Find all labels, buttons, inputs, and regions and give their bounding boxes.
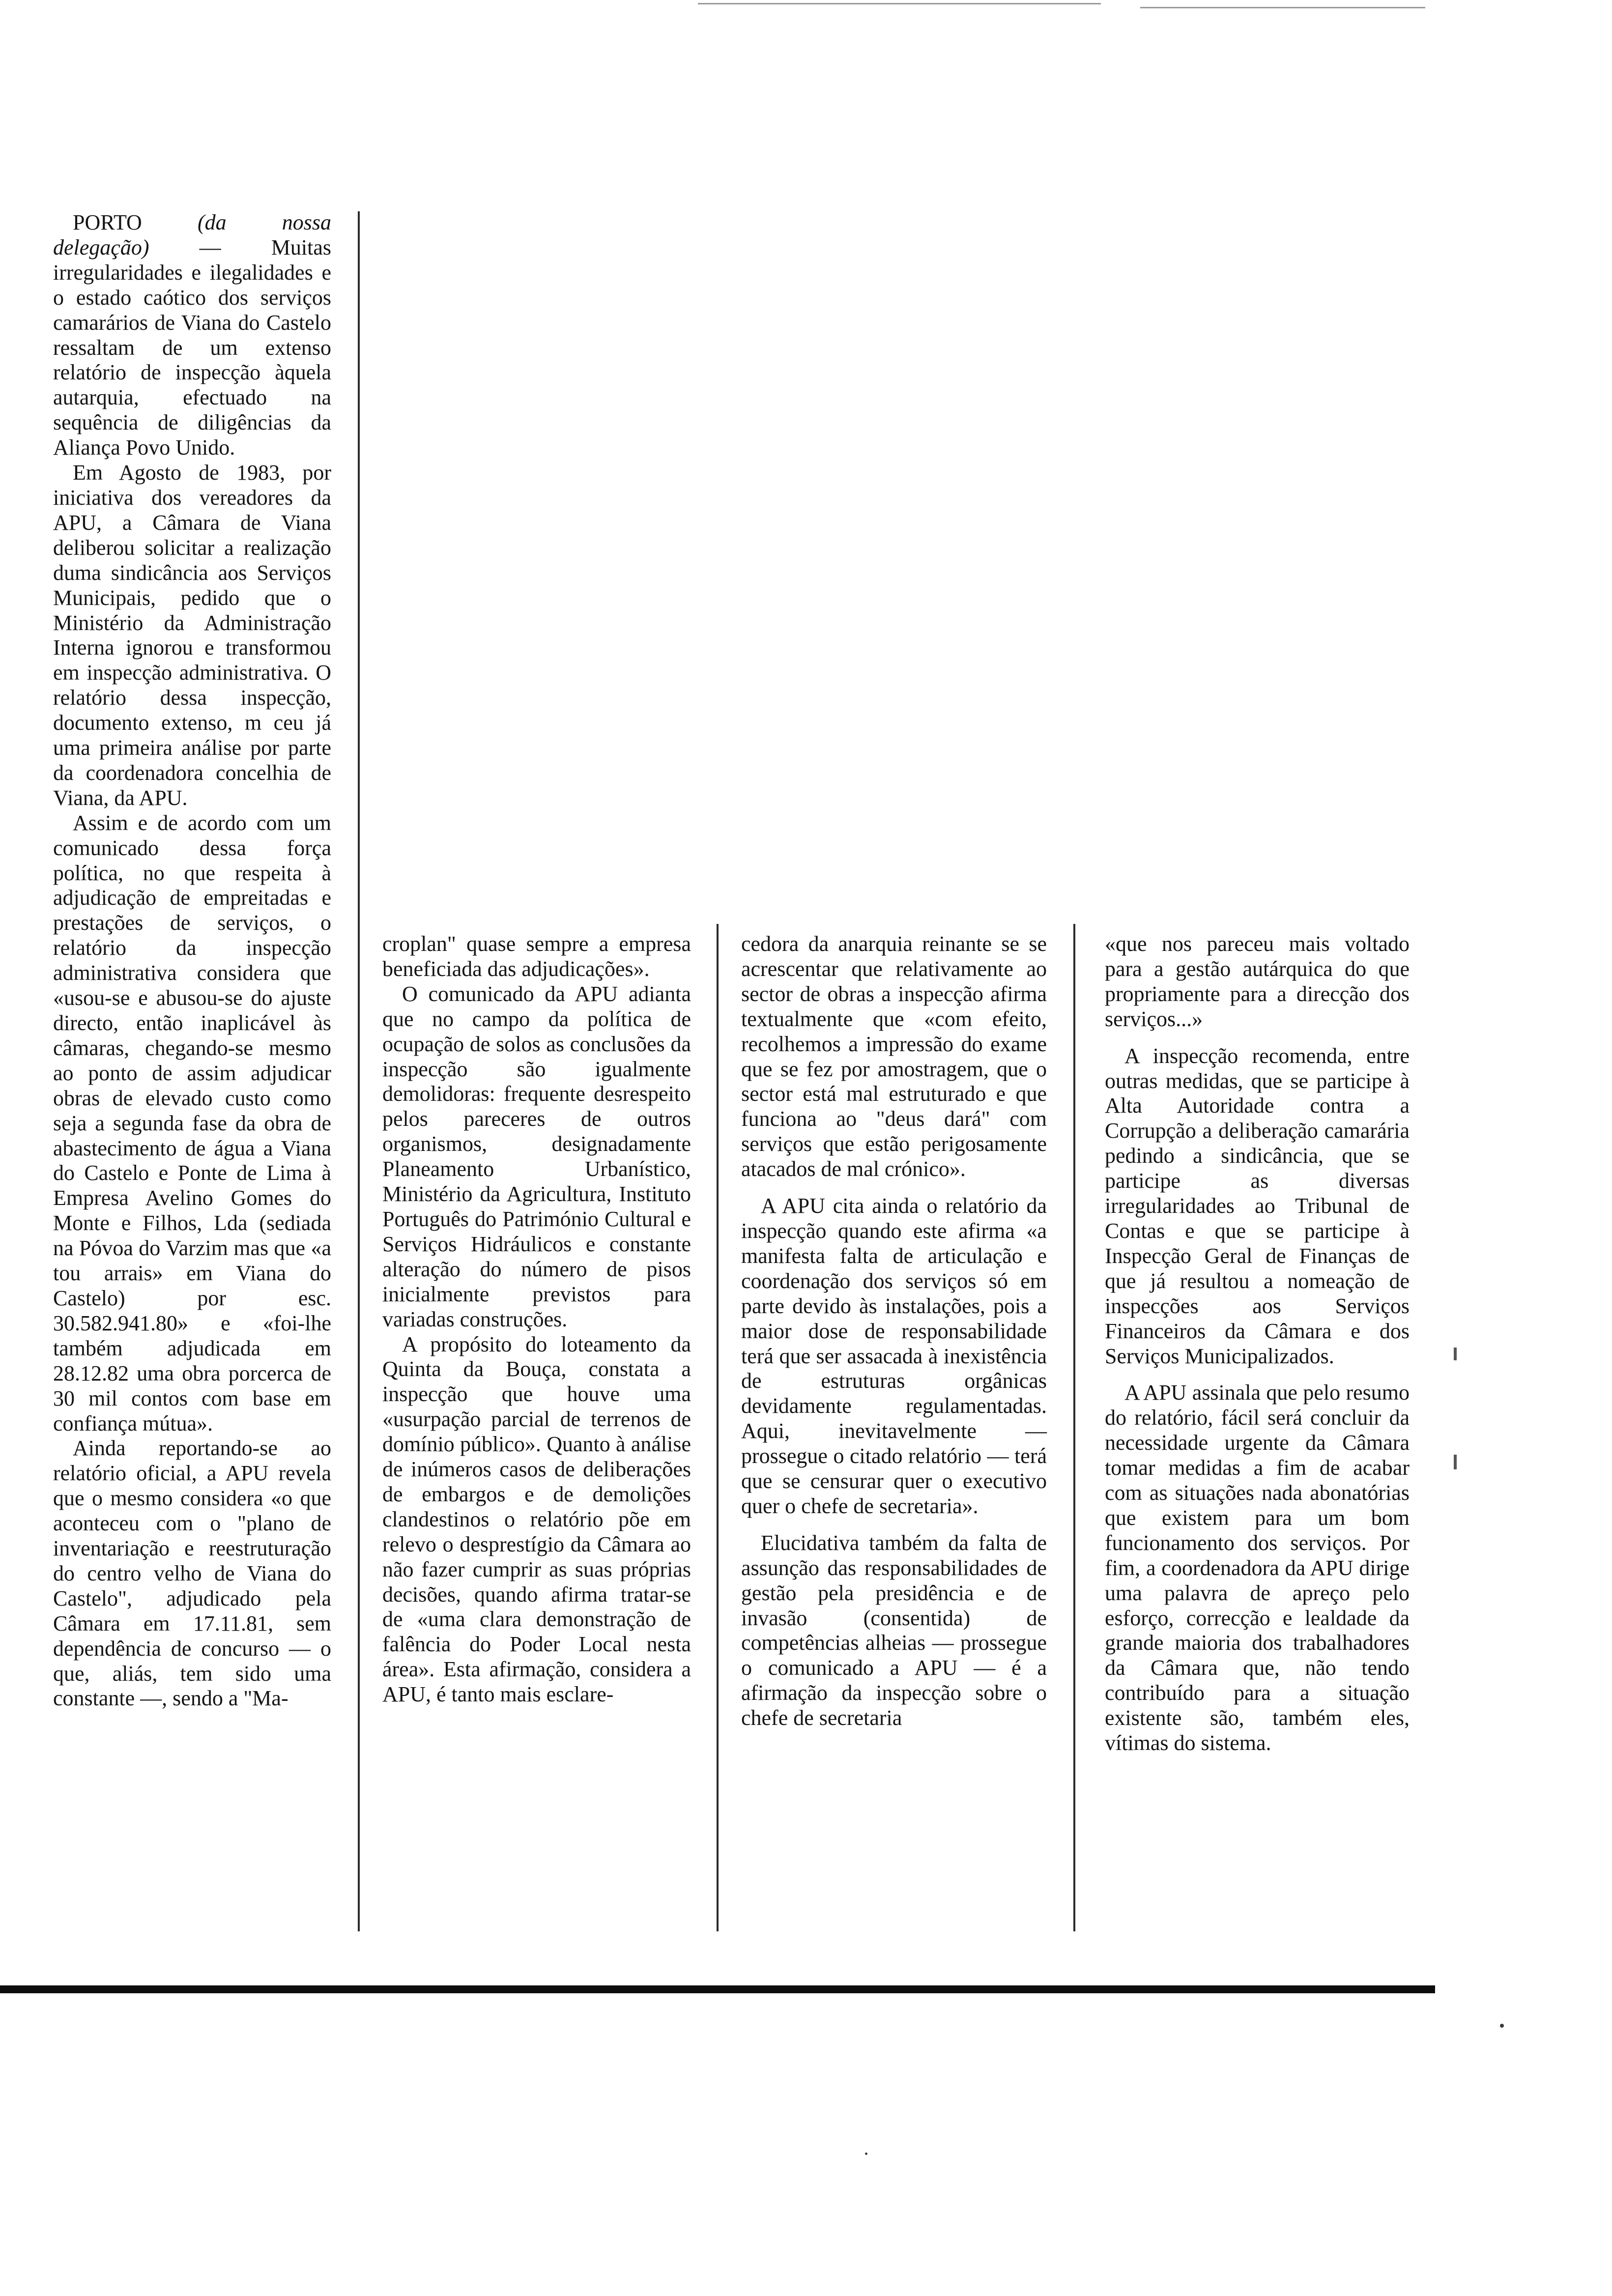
column-rule [1073, 924, 1075, 1931]
dateline-credit: (da nossa delegação) [53, 210, 331, 259]
margin-mark [1454, 1455, 1457, 1469]
article-paragraph: A propósito do loteamento da Quinta da Bouça, constata a inspecção que houve uma «usurpação parcial de terrenos de domínio público». Quanto à análise de inúmeros casos de deliberações de embargos e de demolições clandestinos o relatório põe em relevo o desprestígio da Câmara ao não fazer cumprir as suas próprias decisões, quando afirma tratar-se de «uma clara demonstração de falência do Poder Local nesta área». Esta afirmação, considera a APU, é tanto mais esclare- [382, 1332, 691, 1707]
article-paragraph: A APU cita ainda o relatório da inspecção quando este afirma «a manifesta falta de articulação e coordenação dos serviços só em parte devido às instalações, pois a maior dose de responsabilidade terá que ser assacada à inexistência de estruturas orgânicas devidamente regulamentadas. Aqui, inevitavelmente — prossegue o citado relatório — terá que se censurar quer o executivo quer o chefe de secretaria». [741, 1194, 1047, 1518]
article-paragraph: Assim e de acordo com um comunicado dessa força política, no que respeita à adjudicação de empreitadas e prestações de serviços, o relatório da inspecção administrativa considera que «usou-se e abusou-se do ajuste directo, então inaplicável às câmaras, chegando-se mesmo ao ponto de assim adjudicar obras de elevado custo como seja a segunda fase da obra de abastecimento de água a Viana do Castelo e Ponte de Lima à Empresa Avelino Gomes do Monte e Filhos, Lda (sediada na Póvoa do Varzim mas que «a tou arrais» em Viana do Castelo) por esc. 30.582.941.80» e «foi-lhe também adjudicada em 28.12.82 uma obra porcerca de 30 mil contos com base em confiança mútua». [53, 810, 331, 1435]
article-paragraph: cedora da anarquia reinante se se acrescentar que relativamente ao sector de obras a inspecção afirma textualmente que «com efeito, recolhemos a impressão do exame que se fez por amostragem, que o sector está mal estruturado e que funciona ao "deus dará" com serviços que estão perigosamente atacados de mal crónico». [741, 932, 1047, 1181]
article-paragraph: Elucidativa também da falta de assunção das responsabilidades de gestão pela presidência e de invasão (consentida) de competências alheias — prossegue o comunicado a APU — é a afirmação da inspecção sobre o chefe de secretaria [741, 1530, 1047, 1730]
article-column-3 [741, 932, 1047, 1731]
article-column-2 [382, 932, 691, 1707]
article-paragraph: Em Agosto de 1983, por iniciativa dos vereadores da APU, a Câmara de Viana deliberou solicitar a realização duma sindicância aos Serviços Municipais, pedido que o Ministério da Administração Interna ignorou e transformou em inspecção administrativa. O relatório dessa inspecção, documento extenso, m ceu já uma primeira análise por parte da coordenadora concelhia de Viana, da APU. [53, 460, 331, 810]
margin-mark [1454, 1348, 1457, 1360]
article-paragraph [53, 210, 331, 460]
article-paragraph: Ainda reportando-se ao relatório oficial, a APU revela que o mesmo considera «o que aconteceu com o "plano de inventariação e reestruturação do centro velho de Viana do Castelo", adjudicado pela Câmara em 17.11.81, sem dependência de concurso — o que, aliás, tem sido uma constante —, sendo a "Ma- [53, 1436, 331, 1711]
article-paragraph: A APU assinala que pelo resumo do relatório, fácil será concluir da necessidade urgente da Câmara tomar medidas a fim de acabar com as situações nada abonatórias que existem para um bom funcionamento dos serviços. Por fim, a coordenadora da APU dirige uma palavra de apreço pelo esforço, correcção e lealdade da grande maioria dos trabalhadores da Câmara que, não tendo contribuído para a situação existente são, também eles, vítimas do sistema. [1105, 1380, 1410, 1755]
article-column-1 [53, 210, 331, 1711]
article-paragraph: O comunicado da APU adianta que no campo da política de ocupação de solos as conclusões da inspecção são igualmente demolidoras: frequente desrespeito pelos pareceres de outros organismos, designadamente Planeamento Urbanístico, Ministério da Agricultura, Instituto Português do Património Cultural e Serviços Hidráulicos e constante alteração do número de pisos inicialmente previstos para variadas construções. [382, 981, 691, 1331]
article-paragraph: croplan" quase sempre a empresa beneficiada das adjudicações». [382, 932, 691, 981]
margin-speck [1500, 2024, 1504, 2028]
paragraph-text: — Muitas irregularidades e ilegalidades e o estado caótico dos serviços camarários de Viana do Castelo ressaltam de um extenso relatório de inspecção àquela autarquia, efectuado na sequência de diligências da Aliança Povo Unido. [53, 235, 331, 460]
bottom-rule [0, 1985, 1435, 1993]
dateline: PORTO [73, 210, 142, 234]
margin-speck [865, 2152, 867, 2155]
top-scan-line [698, 3, 1101, 4]
column-rule [717, 924, 719, 1931]
column-rule [358, 211, 360, 1931]
article-paragraph: «que nos pareceu mais voltado para a gestão autárquica do que propriamente para a direcção dos serviços...» [1105, 932, 1410, 1031]
article-column-4 [1105, 932, 1410, 1756]
top-scan-line [1140, 7, 1425, 8]
article-paragraph: A inspecção recomenda, entre outras medidas, que se participe à Alta Autoridade contra a Corrupção a deliberação camarária pedindo a sindicância, que se participe as diversas irregularidades ao Tribunal de Contas e que se participe à Inspecção Geral de Finanças de que já resultou a nomeação de inspecções aos Serviços Financeiros da Câmara e dos Serviços Municipalizados. [1105, 1043, 1410, 1368]
